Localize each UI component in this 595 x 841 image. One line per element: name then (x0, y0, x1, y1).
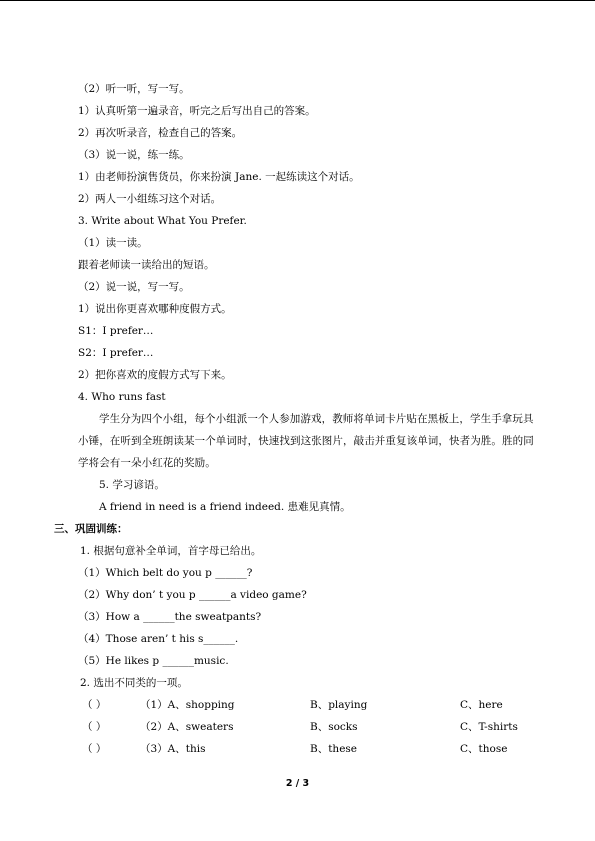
option-c: C、here (460, 699, 503, 711)
exercise-item: （2）Why don’ t you p ______a video game? (78, 589, 307, 601)
text-line: （3）说一说，练一练。 (78, 149, 190, 161)
page-number: 2 / 3 (285, 778, 310, 789)
text-line: 1）由老师扮演售货员，你来扮演 Jane. 一起练读这个对话。 (78, 171, 360, 183)
text-line: 1）认真听第一遍录音，听完之后写出自己的答案。 (78, 105, 316, 117)
text-line: 2）把你喜欢的度假方式写下来。 (78, 369, 232, 381)
answer-bracket[interactable]: （ ） (82, 743, 107, 755)
text-line: （1）读一读。 (78, 237, 148, 249)
section-title: 三、巩固训练： (54, 523, 128, 535)
game-description-paragraph: 学生分为四个小组，每个小组派一个人参加游戏，教师将单词卡片贴在黑板上，学生手拿玩具小锤，在听到全班朗读某一个单词时，快速找到这张图片，敲击并重复该单词，快者为胜。胜的同学将会有一朵小红花的奖励。 (78, 413, 534, 469)
choice-row (78, 694, 548, 716)
option-b: B、socks (310, 721, 358, 733)
top-border-line (0, 0, 595, 1)
option-b: B、these (310, 743, 358, 755)
text-line: 4. Who runs fast (78, 391, 166, 403)
text-line: S1：I prefer… (78, 325, 154, 337)
answer-bracket[interactable]: （ ） (82, 721, 107, 733)
exercise-item: （5）He likes p ______music. (78, 655, 229, 667)
option-c: C、T-shirts (460, 721, 518, 733)
choice-row (78, 738, 548, 760)
text-line: （2）听一听，写一写。 (78, 83, 190, 95)
exercise-item: （4）Those aren’ t his s______. (78, 633, 239, 645)
option-a: （3）A、this (140, 743, 206, 755)
text-line: 2）两人一小组练习这个对话。 (78, 193, 222, 205)
exercise-item: （1）Which belt do you p ______? (78, 567, 253, 579)
option-a: （1）A、shopping (140, 699, 235, 711)
text-line: S2：I prefer… (78, 347, 154, 359)
exercise2-title: 2. 选出不同类的一项。 (80, 677, 188, 689)
text-line: 3. Write about What You Prefer. (78, 215, 247, 227)
exercise-item: （3）How a ______the sweatpants? (78, 611, 262, 623)
text-line: 2）再次听录音，检查自己的答案。 (78, 127, 243, 139)
proverb-heading: 5. 学习谚语。 (99, 479, 165, 491)
option-a: （2）A、sweaters (140, 721, 234, 733)
answer-bracket[interactable]: （ ） (82, 699, 107, 711)
option-b: B、playing (310, 699, 368, 711)
text-line: （2）说一说，写一写。 (78, 281, 190, 293)
option-c: C、those (460, 743, 508, 755)
text-line: 1）说出你更喜欢哪种度假方式。 (78, 303, 232, 315)
document-body (54, 78, 548, 760)
proverb-text: A friend in need is a friend indeed. 患难见真情。 (99, 501, 351, 513)
text-line: 跟着老师读一读给出的短语。 (78, 259, 215, 271)
choice-row (78, 716, 548, 738)
exercise1-title: 1. 根据句意补全单词，首字母已给出。 (80, 545, 262, 557)
